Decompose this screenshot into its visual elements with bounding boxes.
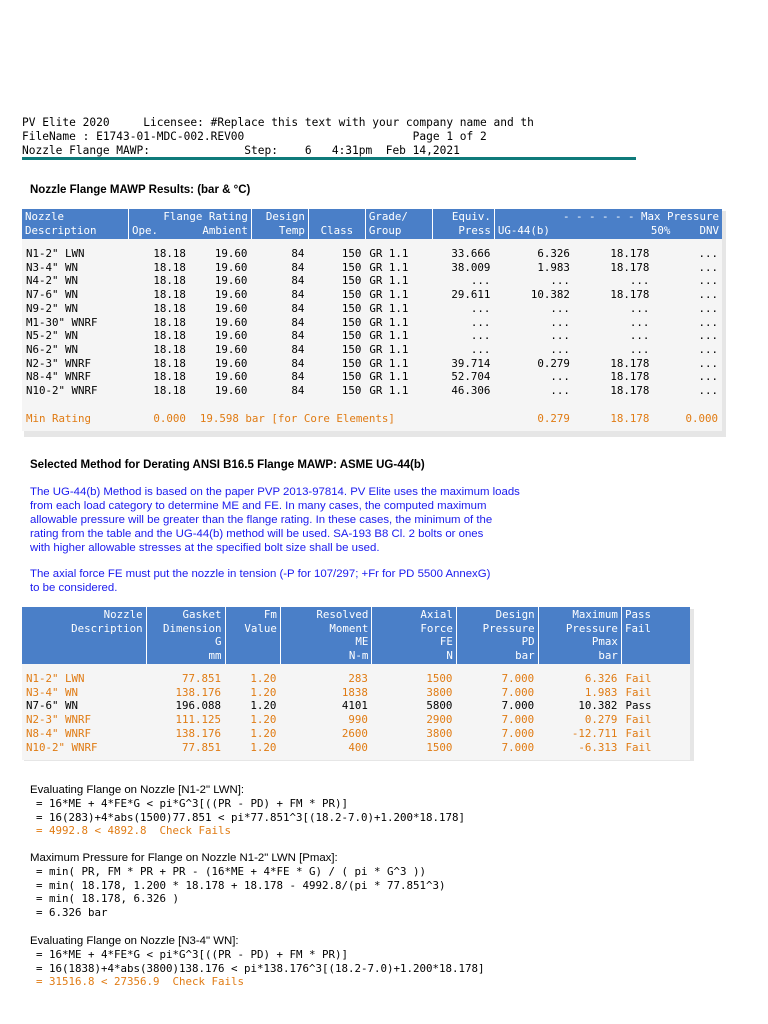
ug44-cell-fe: 5800 [426,699,453,713]
mawp-cell-dnv: ... [698,301,718,315]
evaluation-title: Evaluating Flange on Nozzle [N3-4" WN]: [30,935,239,947]
mawp-cell-temp: 84 [291,301,305,315]
mawp-cell-amb: 19.60 [214,329,248,343]
evaluation-line: = 16*ME + 4*FE*G < pi*G^3[((PR - PD) + FM * PR)] [36,948,349,961]
mawp-cell-ope: 18.18 [153,342,186,356]
mawp-cell-cls: 150 [341,301,362,315]
col-flange-rating: Flange Rating Ope. Ambient [129,209,252,239]
paragraph-line: The axial force FE must put the nozzle in tension (-P for 107/297; +Fr for PD 5500 AnnexG) [30,568,491,580]
mawp-cell-ug: 6.326 [537,247,570,260]
mawp-cell-amb: 19.60 [214,274,248,288]
ug44-row [22,672,690,686]
mawp-cell-dnv: ... [698,315,718,329]
mawp-cell-cls: 150 [341,384,362,398]
mawp-row [22,316,722,330]
header-line [625,649,687,663]
mawp-cell-dnv: ... [698,329,718,343]
col-grade-group: Grade/ Group [365,209,432,239]
mawp-cell-cls: 150 [341,315,362,329]
mawp-cell-desc: N9-2" WN [26,301,79,315]
ug44-cell-fm: 1.20 [250,713,277,727]
mawp-cell-ug: 1.983 [537,260,570,274]
mawp-cell-p50: ... [629,342,650,356]
ug44-cell-pd: 7.000 [501,713,535,727]
mawp-cell-ope: 18.18 [153,274,186,288]
mawp-cell-cls: 150 [341,329,362,343]
min-rating-core-note: 19.598 bar [for Core Elements] [199,411,395,425]
mawp-cell-desc: N8-4" WNRF [26,370,92,384]
header-line: Fm [263,608,277,621]
header-line: Maximum [572,608,618,621]
mawp-cell-p50: ... [629,274,650,288]
mawp-cell-dnv: ... [698,247,718,260]
header-line: N [446,648,453,662]
min-rating-row [22,412,722,426]
mawp-cell-p50: 18.178 [610,260,650,274]
mawp-cell-ug: ... [550,342,570,356]
mawp-results-title: Nozzle Flange MAWP Results: (bar & °C) [30,184,251,196]
mawp-cell-temp: 84 [291,260,305,274]
header-line: Resolved [316,608,369,621]
mawp-cell-dnv: ... [698,288,718,302]
evaluation-line: = 6.326 bar [36,905,108,919]
mawp-cell-equiv: 29.611 [451,288,491,302]
mawp-cell-equiv: 33.666 [451,247,491,260]
header-line: Description [71,621,143,635]
mawp-row [22,384,722,398]
mawp-cell-grade: GR 1.1 [369,260,409,274]
evaluation-line: = min( 18.178, 1.200 * 18.178 + 18.178 - 4992.8/(pi * 77.851^3) [36,878,446,892]
evaluation-line: = 16(283)+4*abs(1500)77.851 < pi*77.851^3[(18.2-7.0)+1.200*18.178] [36,810,466,824]
header-rule [22,157,636,160]
ug44-cell-me: 400 [348,740,368,754]
mawp-cell-amb: 19.60 [214,301,248,315]
spacer-row [22,664,690,672]
mawp-cell-p50: 18.178 [610,356,650,370]
mawp-cell-temp: 84 [291,247,305,260]
spacer-row [22,754,690,760]
ug44-cell-pd: 7.000 [501,740,535,754]
ug44-cell-me: 283 [348,672,368,685]
ug44-cell-pd: 7.000 [501,699,535,713]
ug44-cell-g: 111.125 [175,713,222,727]
header-line: PD [521,635,535,648]
ug44-col-c1 [22,607,146,664]
mawp-cell-equiv: 39.714 [451,356,491,370]
mawp-cell-temp: 84 [291,370,305,384]
ug44-row [22,727,690,741]
mawp-cell-grade: GR 1.1 [369,342,409,356]
ug44-col-c8 [621,607,690,664]
ug44-cell-pmax: -12.711 [571,726,618,740]
mawp-cell-ope: 18.18 [153,329,186,343]
mawp-cell-amb: 19.60 [214,247,248,260]
mawp-cell-ope: 18.18 [153,384,186,398]
mawp-cell-cls: 150 [341,247,362,260]
mawp-cell-p50: ... [629,315,650,329]
col-design-temp: Design Temp [251,209,308,239]
mawp-cell-desc: M1-30" WNRF [26,315,98,329]
mawp-cell-ope: 18.18 [153,288,186,302]
mawp-cell-ope: 18.18 [153,301,186,315]
ug44-cell-pd: 7.000 [501,685,535,699]
ug44-table-body [22,664,690,760]
mawp-row [22,247,722,261]
header-line: bar [598,648,618,662]
ug44-cell-fe: 2900 [426,713,453,727]
ug44-cell-desc: N1-2" LWN [26,672,85,685]
mawp-cell-cls: 150 [341,260,362,274]
col-nozzle-description: Nozzle Description [22,209,129,239]
header-line: ME [355,635,369,648]
mawp-cell-temp: 84 [291,356,305,370]
mawp-cell-amb: 19.60 [214,342,248,356]
evaluation-line: = 16(1838)+4*abs(3800)138.176 < pi*138.176^3[(18.2-7.0)+1.200*18.178] [36,961,485,975]
mawp-cell-amb: 19.60 [214,356,248,370]
mawp-cell-dnv: ... [698,342,718,356]
mawp-cell-ope: 18.18 [153,356,186,370]
ug44-cell-pf: Pass [625,699,652,713]
mawp-cell-equiv: ... [470,301,491,315]
mawp-cell-desc: N4-2" WN [26,274,79,288]
evaluation-line: = min( 18.178, 6.326 ) [36,892,180,905]
ug44-cell-pmax: 6.326 [584,672,618,685]
ug44-cell-fe: 3800 [426,726,453,740]
ug44-col-c4 [280,607,371,664]
mawp-cell-grade: GR 1.1 [369,315,409,329]
mawp-cell-grade: GR 1.1 [369,288,409,302]
mawp-cell-p50: 18.178 [610,370,650,384]
mawp-cell-temp: 84 [291,274,305,288]
header-line: Pass [624,608,651,621]
mawp-cell-desc: N3-4" WN [26,260,79,274]
min-rating-ug44b: 0.279 [537,411,570,425]
mawp-cell-desc: N6-2" WN [26,342,79,356]
ug44-col-c5 [372,607,457,664]
col-equiv-press: Equiv. Press [432,209,494,239]
mawp-cell-cls: 150 [341,274,362,288]
mawp-cell-cls: 150 [341,288,362,302]
ug44-cell-pd: 7.000 [501,726,535,740]
header-line: bar [515,648,535,662]
header-line: Axial [420,608,453,621]
paragraph-line: from each load category to determine ME and FE. In many cases, the computed maximum [30,500,487,512]
ug44-cell-fm: 1.20 [250,685,277,699]
mawp-cell-grade: GR 1.1 [369,247,409,260]
mawp-cell-desc: N1-2" LWN [26,247,85,260]
mawp-cell-temp: 84 [291,315,305,329]
mawp-header-row [22,209,722,239]
mawp-cell-p50: 18.178 [610,384,650,398]
ug44-cell-fm: 1.20 [250,726,277,740]
mawp-cell-p50: 18.178 [610,288,650,302]
header-line [25,649,143,663]
ug44-cell-fm: 1.20 [250,672,277,685]
mawp-cell-ope: 18.18 [153,315,186,329]
ug44-cell-fe: 1500 [426,740,453,754]
ug44-cell-pf: Fail [625,713,652,727]
mawp-cell-desc: N5-2" WN [26,329,79,343]
mawp-cell-ope: 18.18 [153,260,186,274]
ug44-cell-fm: 1.20 [250,740,277,754]
spacer-row [22,239,722,247]
mawp-cell-ug: 10.382 [530,288,570,302]
mawp-row [22,274,722,288]
header-line [25,635,143,649]
evaluation-line: = 16*ME + 4*FE*G < pi*G^3[((PR - PD) + FM * PR)] [36,797,349,810]
ug44-cell-g: 77.851 [182,672,222,685]
header-line: Pressure [565,621,618,635]
mawp-cell-grade: GR 1.1 [369,274,409,288]
mawp-cell-dnv: ... [698,370,718,384]
mawp-cell-ug: ... [550,370,570,384]
ug44b-results-table [22,607,690,760]
mawp-cell-equiv: 38.009 [451,260,491,274]
ug44-col-c2 [146,607,225,664]
mawp-cell-grade: GR 1.1 [369,301,409,315]
mawp-cell-amb: 19.60 [214,384,248,398]
ug44-cell-pmax: 1.983 [584,685,618,699]
report-header-line-1: PV Elite 2020 Licensee: #Replace this text with your company name and th [22,116,534,129]
ug44-cell-me: 4101 [341,699,368,713]
mawp-cell-dnv: ... [698,260,718,274]
col-class: Class [308,209,365,239]
ug44-cell-desc: N7-6" WN [26,699,79,713]
evaluation-block [30,851,446,919]
ug44-cell-pf: Fail [625,672,652,685]
mawp-cell-ug: ... [550,384,570,398]
header-line: mm [208,648,222,662]
header-line [625,635,687,649]
mawp-row [22,302,722,316]
mawp-cell-desc: N10-2" WNRF [26,384,98,398]
evaluation-line: = min( PR, FM * PR + PR - (16*ME + 4*FE * G) / ( pi * G^3 )) [36,865,427,878]
mawp-row [22,357,722,371]
mawp-cell-p50: ... [629,329,650,343]
ug44-cell-pf: Fail [625,726,652,740]
mawp-cell-grade: GR 1.1 [369,329,409,343]
mawp-cell-cls: 150 [341,356,362,370]
mawp-cell-equiv: ... [470,315,491,329]
header-line: Fail [624,621,651,635]
ug44-row [22,741,690,755]
ug44-cell-me: 990 [348,713,368,727]
mawp-cell-amb: 19.60 [214,370,248,384]
header-line: N-m [348,648,369,662]
header-line: Value [244,621,277,635]
ug44-cell-pmax: -6.313 [578,740,618,754]
min-rating-50pct: 18.178 [610,411,650,425]
ug44-cell-pmax: 10.382 [578,699,618,713]
header-line: Nozzle [103,608,143,621]
ug44-col-c7 [538,607,621,664]
axial-force-note [30,567,490,595]
header-line [229,635,277,649]
mawp-cell-equiv: ... [470,274,491,288]
ug44-cell-me: 2600 [341,726,368,740]
min-rating-dnv: 0.000 [685,411,718,425]
ug44-cell-pmax: 0.279 [584,713,618,727]
mawp-cell-ug: ... [550,301,570,315]
header-line: Pressure [482,621,535,635]
ug44-cell-pd: 7.000 [501,672,535,685]
ug44-cell-fm: 1.20 [250,699,277,713]
header-line: Gasket [182,608,222,621]
mawp-cell-amb: 19.60 [214,288,248,302]
ug44-cell-pf: Fail [625,740,652,754]
mawp-cell-dnv: ... [698,384,718,398]
report-header-line-3: Nozzle Flange MAWP: Step: 6 4:31pm Feb 14,2021 [22,144,460,157]
mawp-cell-ug: ... [550,274,570,288]
report-header-line-2: FileName : E1743-01-MDC-002.REV00 Page 1 of 2 [22,130,487,143]
evaluation-title: Evaluating Flange on Nozzle [N1-2" LWN]: [30,784,245,796]
ug44-cell-desc: N10-2" WNRF [26,740,98,754]
evaluation-block [30,783,465,838]
ug44-row [22,699,690,713]
ug44-row [22,713,690,727]
header-line: FE [439,635,453,648]
mawp-results-table [22,209,722,431]
ug44-cell-desc: N2-3" WNRF [26,713,92,727]
mawp-cell-ug: ... [550,315,570,329]
mawp-cell-equiv: 52.704 [451,370,491,384]
ug44-cell-g: 77.851 [182,740,222,754]
mawp-cell-equiv: ... [470,342,491,356]
ug44-col-c3 [225,607,280,664]
ug44-header-row [22,607,690,664]
mawp-cell-ug: 0.279 [537,356,570,370]
mawp-cell-equiv: ... [470,329,491,343]
col-max-pressure: - - - - - - Max Pressure UG-44(b) 50% DNV [494,209,722,239]
header-line: Force [420,621,453,635]
header-line: Design [495,608,535,621]
derating-method-title: Selected Method for Derating ANSI B16.5 Flange MAWP: ASME UG-44(b) [30,459,425,471]
mawp-cell-equiv: 46.306 [451,384,491,398]
evaluation-line: = 31516.8 < 27356.9 Check Fails [36,975,245,988]
ug44-cell-g: 196.088 [175,699,222,713]
mawp-row [22,329,722,343]
ug44-cell-g: 138.176 [175,685,222,699]
mawp-cell-temp: 84 [291,384,305,398]
mawp-row [22,261,722,275]
ug44-cell-fe: 3800 [426,685,453,699]
paragraph-line: with higher allowable stresses at the specified bolt size shall be used. [30,542,380,554]
min-rating-ope: 0.000 [153,411,186,425]
paragraph-line: allowable pressure will be greater than the flange rating. In these cases, the minimum of the [30,514,493,526]
spacer-row [22,398,722,412]
evaluation-title: Maximum Pressure for Flange on Nozzle N1-2" LWN [Pmax]: [30,852,338,864]
mawp-cell-grade: GR 1.1 [369,384,409,398]
mawp-cell-p50: 18.178 [610,247,650,260]
header-line: Moment [329,621,369,635]
mawp-cell-ope: 18.18 [153,370,186,384]
mawp-table-body [22,239,722,431]
mawp-cell-dnv: ... [698,274,718,288]
ug44-cell-pf: Fail [625,685,652,699]
mawp-cell-cls: 150 [341,342,362,356]
header-line: Pmax [591,635,618,648]
mawp-cell-temp: 84 [291,329,305,343]
mawp-cell-amb: 19.60 [214,260,248,274]
paragraph-line: to be considered. [30,582,118,594]
header-line: G [215,635,222,648]
mawp-cell-grade: GR 1.1 [369,370,409,384]
evaluation-line: = 4992.8 < 4892.8 Check Fails [36,824,232,837]
header-line: Dimension [163,621,222,635]
ug44-col-c6 [456,607,538,664]
ug44-cell-desc: N8-4" WNRF [26,726,92,740]
min-rating-label: Min Rating [26,411,92,425]
mawp-cell-p50: ... [629,301,650,315]
mawp-cell-grade: GR 1.1 [369,356,409,370]
mawp-row [22,370,722,384]
ug44-cell-g: 138.176 [175,726,222,740]
header-line [229,649,277,663]
mawp-cell-amb: 19.60 [214,315,248,329]
ug44-row [22,686,690,700]
mawp-row [22,288,722,302]
spacer-row [22,425,722,431]
paragraph-line: rating from the table and the UG-44(b) method will be used. SA-193 B8 Cl. 2 bolts or ones [30,528,484,540]
mawp-cell-cls: 150 [341,370,362,384]
mawp-cell-temp: 84 [291,342,305,356]
mawp-row [22,343,722,357]
mawp-cell-temp: 84 [291,288,305,302]
mawp-cell-desc: N7-6" WN [26,288,79,302]
ug44-cell-desc: N3-4" WN [26,685,79,699]
mawp-cell-desc: N2-3" WNRF [26,356,92,370]
paragraph-line: The UG-44(b) Method is based on the paper PVP 2013-97814. PV Elite uses the maximum loads [30,486,520,498]
mawp-cell-dnv: ... [698,356,718,370]
ug44-cell-me: 1838 [341,685,368,699]
mawp-cell-ug: ... [550,329,570,343]
mawp-cell-ope: 18.18 [153,247,186,260]
derating-explanation [30,485,520,555]
ug44-cell-fe: 1500 [426,672,453,685]
evaluation-block [30,934,485,989]
